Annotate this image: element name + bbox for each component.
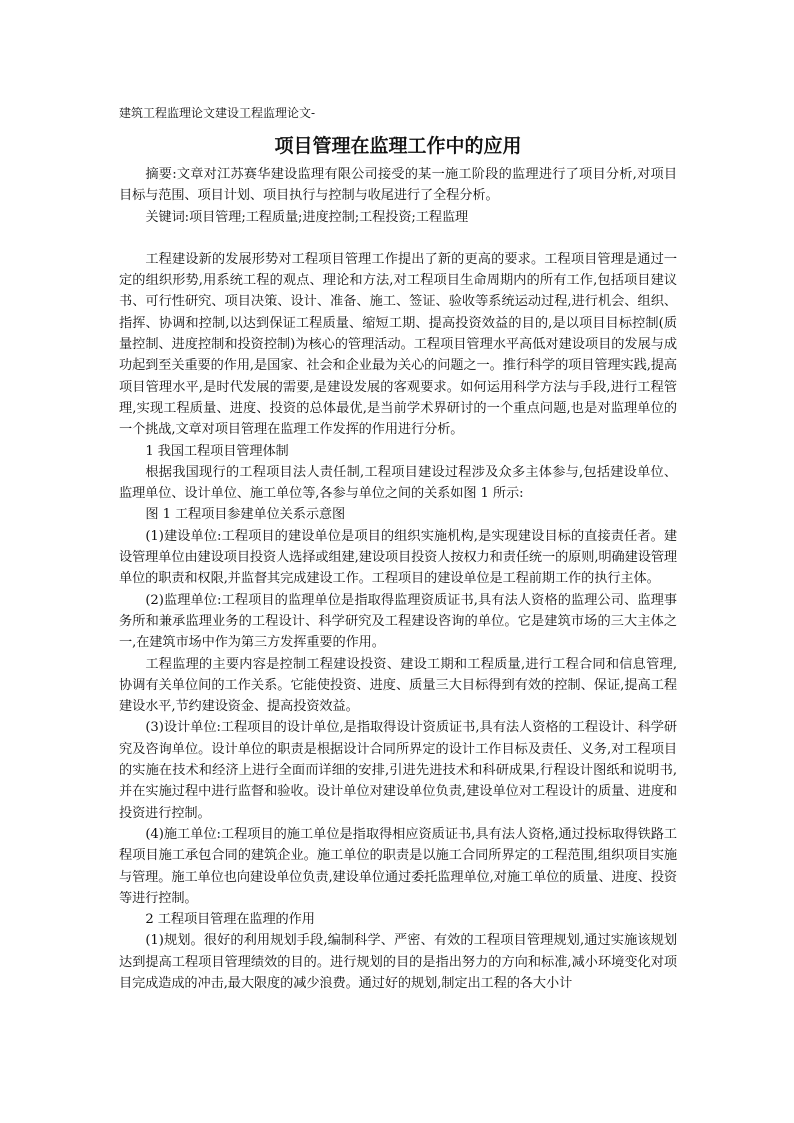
figure-caption: 图 1 工程项目参建单位关系示意图 — [145, 507, 346, 523]
body-paragraph-construction-unit: (1)建设单位:工程项目的建设单位是项目的组织实施机构,是实现建设目标的直接责任者。建设管理单位由建设项目投资人选择或组建,建设项目投资人按权力和责任统一的原则,明确建设管理单位的职责和权限,并监督其完成建设工作。工程项目的建设单位是工程前期工作的执行主体。 — [119, 528, 677, 587]
body-paragraph-supervision-content: 工程监理的主要内容是控制工程建设投资、建设工期和工程质量,进行工程合同和信息管理,协调有关单位间的工作关系。它能使投资、进度、质量三大目标得到有效的控制、保证,提高工程建设水平,节约建设资金、提高投资效益。 — [119, 656, 677, 715]
document-page — [119, 100, 677, 994]
section-heading-2: 2 工程项目管理在监理的作用 — [145, 912, 315, 928]
body-paragraph-planning: (1)规划。很好的利用规划手段,编制科学、严密、有效的工程项目管理规划,通过实施该规划达到提高工程项目管理绩效的目的。进行规划的目的是指出努力的方向和标准,减小环境变化对项目完成造成的冲击,最大限度的减少浪费。通过好的规划,制定出工程的各大小计 — [119, 933, 677, 991]
blank-line — [119, 228, 677, 249]
body-paragraph-design-unit: (3)设计单位:工程项目的设计单位,是指取得设计资质证书,具有法人资格的工程设计、科学研究及咨询单位。设计单位的职责是根据设计合同所界定的设计工作目标及责任、义务,对工程项目的实施在技术和经济上进行全面而详细的安排,引进先进技术和科研成果,行程设计图纸和说明书,并在实施过程中进行监督和验收。设计单位对建设单位负责,建设单位对工程设计的质量、进度和投资进行控制。 — [119, 720, 677, 821]
abstract-paragraph: 摘要:文章对江苏赛华建设监理有限公司接受的某一施工阶段的监理进行了项目分析,对项目目标与范围、项目计划、项目执行与控制与收尾进行了全程分析。 — [119, 167, 677, 204]
body-paragraph-supervision-unit: (2)监理单位:工程项目的监理单位是指取得监理资质证书,具有法人资格的监理公司、监理事务所和兼承监理业务的工程设计、科学研究及工程建设咨询的单位。它是建筑市场的三大主体之一,在建筑市场中作为第三方发挥重要的作用。 — [119, 592, 677, 651]
intro-paragraph: 工程建设新的发展形势对工程项目管理工作提出了新的更高的要求。工程项目管理是通过一定的组织形势,用系统工程的观点、理论和方法,对工程项目生命周期内的所有工作,包括项目建议书、可行性研究、项目决策、设计、准备、施工、签证、验收等系统运动过程,进行机会、组织、指挥、协调和控制,以达到保证工程质量、缩短工期、提高投资效益的目的,是以项目目标控制(质量控制、进度控制和投资控制)为核心的管理活动。工程项目管理水平高低对建设项目的发展与成功起到至关重要的作用,是国家、社会和企业最为关心的问题之一。推行科学的项目管理实践,提高项目管理水平,是时代发展的需要,是建设发展的客观要求。如何运用科学方法与手段,进行工程管理,实现工程质量、进度、投资的总体最优,是当前学术界研讨的一个重点问题,也是对监理单位的一个挑战,文章对项目管理在监理工作发挥的作用进行分析。 — [119, 251, 677, 438]
section-heading-1: 1 我国工程项目管理体制 — [145, 443, 289, 459]
page-title: 项目管理在监理工作中的应用 — [274, 135, 522, 157]
body-paragraph: 根据我国现行的工程项目法人责任制,工程项目建设过程涉及众多主体参与,包括建设单位、监理单位、设计单位、施工单位等,各参与单位之间的关系如图 1 所示: — [119, 464, 677, 502]
body-paragraph-contractor-unit: (4)施工单位:工程项目的施工单位是指取得相应资质证书,具有法人资格,通过投标取得铁路工程项目施工承包合同的建筑企业。施工单位的职责是以施工合同所界定的工程范围,组织项目实施与管理。施工单位也向建设单位负责,建设单位通过委托监理单位,对施工单位的质量、进度、投资等进行控制。 — [119, 826, 677, 906]
keywords-paragraph: 关键词:项目管理;工程质量;进度控制;工程投资;工程监理 — [145, 209, 469, 225]
breadcrumb: 建筑工程监理论文建设工程监理论文- — [119, 106, 316, 120]
